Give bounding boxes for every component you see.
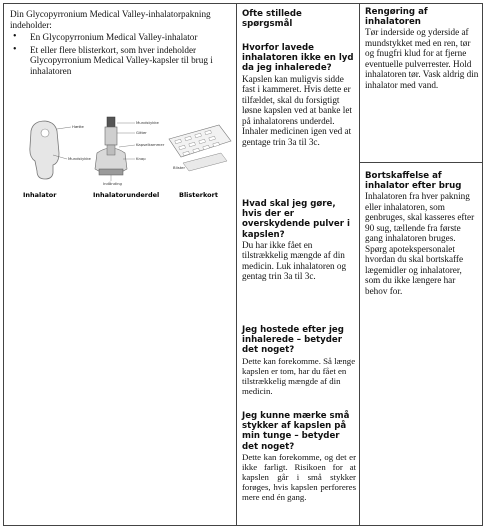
faq-cell (237, 3, 360, 526)
faq-question: Hvorfor lavede inhalatoren ikke en lyd da jeg inhalerede? (242, 43, 354, 74)
faq-answer: Du har ikke fået en tilstrækkelig mængde af din medicin. Luk inhalatoren og gentag trin 3a til 3c. (242, 239, 347, 282)
list-item: • En Glycopyrronium Medical Valley-inhalator (10, 32, 232, 43)
list-item: • Et eller flere blisterkort, som hver indeholder Glycopyrronium Medical Valley-kapsler til brug i inhalatoren (10, 45, 232, 77)
cleaning-cell (360, 3, 483, 163)
pack-contents-heading: Din Glycopyrronium Medical Valley-inhalatorpakning indeholder: (10, 9, 211, 30)
base-label: Gitter (136, 130, 147, 135)
cleaning-title: Rengøring af inhalatoren (365, 7, 428, 28)
faq-title: Ofte stillede spørgsmål (242, 9, 302, 30)
disposal-section (365, 171, 479, 296)
faq-answer: Dette kan forekomme, og det er ikke farligt. Risikoen for at kapslen går i små stykker forøges, hvis kapslen perforeres mere end én gang. (242, 451, 356, 502)
disposal-cell (360, 163, 483, 526)
base-label: Kapselkammer (136, 142, 165, 147)
faq-item (242, 411, 356, 502)
blister-label: Blister (173, 165, 186, 170)
inhaler-label-mouthpiece: Mundstykke (68, 156, 91, 161)
cleaning-section (365, 7, 479, 90)
base-label: Mundstykke (136, 120, 159, 125)
faq-item (242, 199, 356, 282)
contents-cell (3, 3, 237, 526)
caption-inhaler-base: Inhalatorunderdel (93, 191, 160, 199)
cleaning-text: Tør inderside og yderside af mundstykket med en ren, tør og fnugfri klud for at fjerne eventuelle pulverrester. Hold inhalatoren tør. Vask aldrig din inhalator med vand. (365, 27, 479, 90)
faq-answer: Dette kan forekomme. Så længe kapslen er tom, har du fået en tilstrækkelig mængde af din medicin. (242, 355, 356, 396)
blister-card-drawing (169, 125, 231, 171)
pack-contents-list (10, 32, 232, 76)
faq-answer: Kapslen kan muligvis sidde fast i kammeret. Hvis dette er tilfældet, skal du forsigtigt løsne kapslen ved at banke let på inhalatorens underdel. Inhaler medicinen igen ved at gentage trin 3a til 3c. (242, 73, 352, 147)
base-label: Indånding (103, 181, 122, 186)
faq-question: Jeg kunne mærke små stykker af kapslen på min tunge – betyder det noget? (242, 411, 350, 452)
caption-blister-card: Blisterkort (179, 191, 218, 199)
device-illustration (23, 113, 233, 203)
disposal-text: Inhalatoren fra hver pakning eller inhalatoren, som genbruges, skal kasseres efter 90 sug, tællende fra første gang inhalatoren bruges. Spørg apotekspersonalet hvordan du skal bortskaffe lægemidler og inhalatorer, som du ikke længere har behov for. (365, 191, 475, 296)
caption-inhaler: Inhalator (23, 191, 57, 199)
pack-contents (10, 9, 232, 78)
faq-item (242, 325, 356, 396)
faq-item (242, 43, 356, 147)
inhaler-drawing (30, 121, 92, 179)
inhaler-base-drawing (95, 117, 165, 186)
inhaler-label-cap: Hætte (72, 124, 84, 129)
disposal-title: Bortskaffelse af inhalator efter brug (365, 171, 462, 192)
faq-question: Jeg hostede efter jeg inhalerede – betyder det noget? (242, 325, 344, 356)
base-label: Knap (136, 156, 146, 161)
faq-question: Hvad skal jeg gøre, hvis der er overskydende pulver i kapslen? (242, 199, 350, 240)
